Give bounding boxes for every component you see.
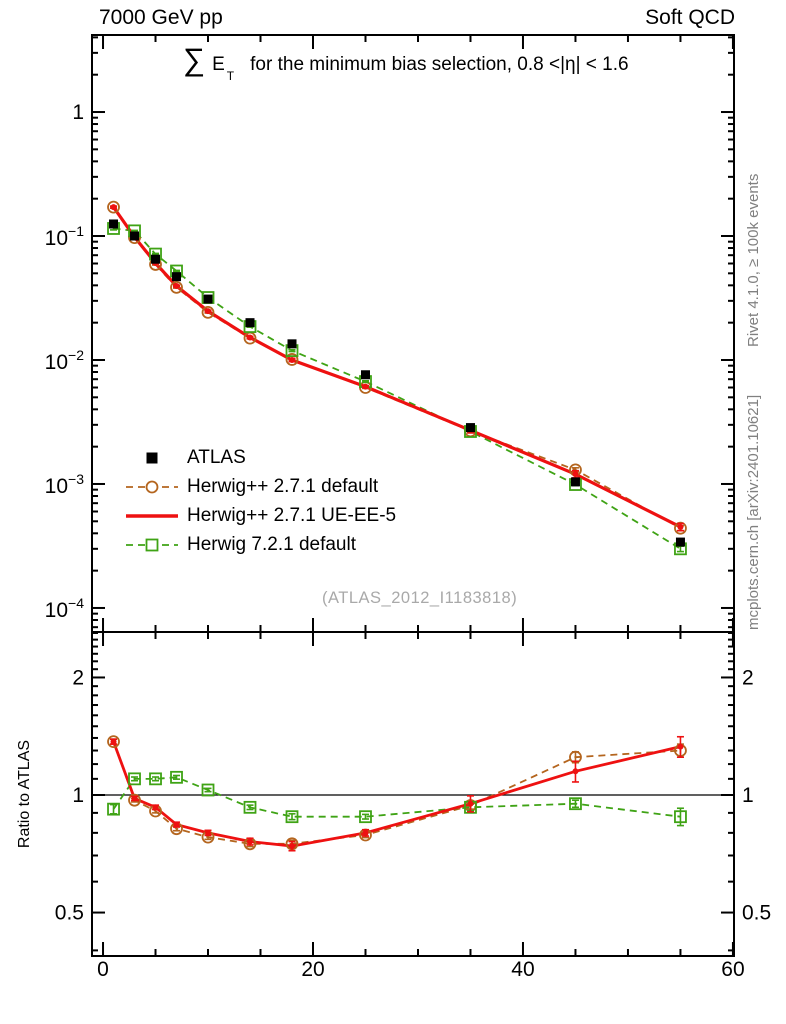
ratio-y-tick-label-left: 1 [72,784,84,808]
analysis-id-watermark: (ATLAS_2012_I1183818) [322,589,518,607]
mcplots-attribution-note: mcplots.cern.ch [arXiv:2401.10621] [745,394,762,630]
legend-label-herwig-ue-ee-5: Herwig++ 2.7.1 UE-EE-5 [187,504,397,526]
beam-energy-label: 7000 GeV pp [99,6,223,29]
series-herwig-2-7-1-default-markers [108,736,686,849]
x-tick-label: 60 [721,958,745,981]
legend-row-herwig7-default [123,530,396,559]
legend-icon-svg [123,505,181,527]
main-y-tick-label: 1 [72,101,84,125]
ratio-y-tick-label-right: 2 [742,666,754,690]
x-tick-label: 20 [301,958,325,981]
ratio-frame [92,632,734,956]
series-herwig-7-2-1-default-line [114,777,681,816]
legend-row-herwig-default [123,472,396,501]
legend-icon-svg [123,447,181,469]
plot-title-text: for the minimum bias selection, 0.8 <|η| < 1.6 [250,54,629,75]
rivet-version-note: Rivet 4.1.0, ≥ 100k events [745,173,762,347]
observable-symbol: E [212,54,225,75]
legend-label-herwig-default: Herwig++ 2.7.1 default [187,475,379,497]
ratio-y-tick-label-right: 1 [742,784,754,808]
ratio-y-tick-label-left: 2 [72,666,84,690]
series-herwig-2-7-1-ue-ee-5-line [114,742,681,846]
legend-label-atlas: ATLAS [187,446,246,468]
legend-icon-svg [123,476,181,498]
main-y-tick-label: $10^{-4}$ [44,594,84,622]
legend-row-herwig-ue-ee-5 [123,501,396,530]
main-y-tick-label: $10^{-1}$ [44,223,84,251]
observable-subscript: T [226,69,235,83]
ratio-y-tick-label-right: 0.5 [742,901,772,925]
ratio-y-ticks [92,633,734,950]
main-y-tick-label: $10^{-2}$ [44,346,84,374]
legend-icon-svg [123,534,181,556]
ratio-axis-title: Ratio to ATLAS [16,739,33,849]
process-group-label: Soft QCD [645,6,735,29]
ratio-panel-series [108,736,686,851]
series-herwig-2-7-1-default-line [114,742,681,844]
x-tick-label: 0 [97,958,109,981]
ratio-y-tick-label-left: 0.5 [54,901,84,925]
sum-symbol: ∑ [183,42,206,77]
herwig-default-marker-icon [123,476,181,498]
x-tick-label: 40 [511,958,535,981]
main-y-tick-label: $10^{-3}$ [44,470,84,498]
plot-title [183,42,629,83]
series-herwig-7-2-1-default-markers [108,772,686,826]
legend-row-atlas [123,443,396,472]
legend-label-herwig7-default: Herwig 7.2.1 default [187,533,356,555]
atlas-marker-icon [123,447,181,469]
herwig7-default-marker-icon [123,534,181,556]
legend [123,443,396,559]
herwig-ue-ee-5-line-icon [123,505,181,527]
